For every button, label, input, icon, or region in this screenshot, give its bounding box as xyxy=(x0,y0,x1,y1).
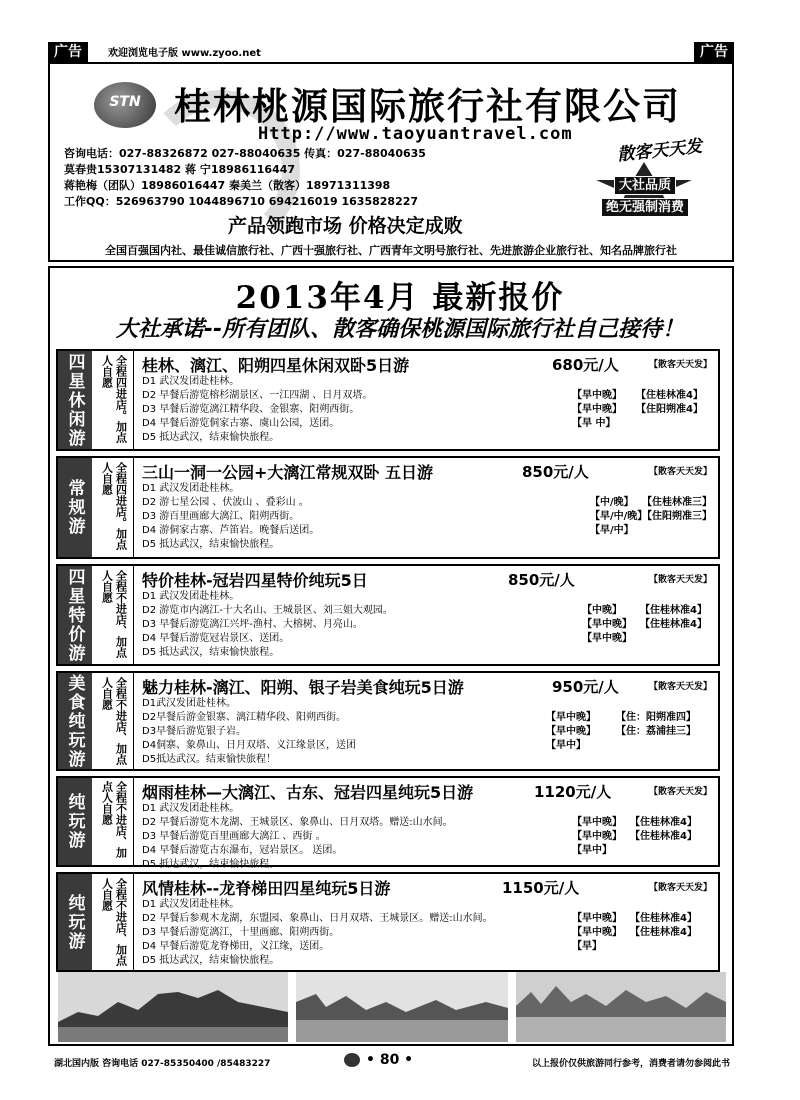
itinerary-meals: 【早】 xyxy=(572,941,602,952)
tour-content xyxy=(142,780,712,870)
itinerary-meals: 【早中晚】 xyxy=(572,390,622,401)
tour-category: 四星特价游 xyxy=(58,566,92,664)
itinerary-day xyxy=(142,697,712,710)
itinerary-hotel: 【住桂林准4】 xyxy=(630,817,697,828)
company-header xyxy=(48,62,734,262)
tour-title: 特价桂林-冠岩四星特价纯玩5日 xyxy=(142,571,368,590)
itinerary-day xyxy=(142,524,712,537)
itinerary-hotel: 【住桂林准4】 xyxy=(640,619,707,630)
itinerary-text: D2 早餐后游览榕杉湖景区、一江四湖 、日月双塔。 xyxy=(142,390,373,401)
itinerary-text: D1 武汉发团赴桂林。 xyxy=(142,803,240,814)
slogan: 产品领跑市场 价格决定成败 xyxy=(228,215,463,237)
itinerary-hotel: 【住：阳朔准四】 xyxy=(616,712,696,723)
tour-departure: 【散客天天发】 xyxy=(648,467,712,477)
itinerary-day xyxy=(142,510,712,523)
itinerary-text: D3 游百里画廊大漓江、阳朔西街。 xyxy=(142,511,300,522)
company-name: 桂林桃源国际旅行社有限公司 xyxy=(174,85,681,128)
tour-price: 680元/人 xyxy=(552,356,619,374)
itinerary-text: D5 抵达武汉，结束愉快旅程。 xyxy=(142,539,280,550)
tour-note-text: 全程四进店。加点人自愿 xyxy=(100,354,128,443)
itinerary-day xyxy=(142,802,712,815)
itinerary-text: D4 早餐后游览龙脊梯田，义江缘，送团。 xyxy=(142,941,330,952)
tour-title: 魅力桂林-漓江、阳朔、银子岩美食纯玩5日游 xyxy=(142,678,464,697)
tour-content xyxy=(142,460,712,555)
tour-title: 桂林、漓江、阳朔四星休闲双卧5日游 xyxy=(142,356,410,375)
itinerary-hotel: 【住桂林准4】 xyxy=(640,605,707,616)
promise-line: 大社承诺--所有团队、散客确保桃源国际旅行社自己接待！ xyxy=(115,317,685,342)
footer xyxy=(48,1052,734,1072)
itinerary-text: D1 武汉发团赴桂林。 xyxy=(142,899,240,910)
itinerary-day xyxy=(142,739,712,752)
itinerary-meals: 【早中晚】 xyxy=(572,404,622,415)
itinerary-text: D2 早餐后游览木龙湖、王城景区、象鼻山、日月双塔。赠送:山水间。 xyxy=(142,817,453,828)
itinerary-meals: 【早中】 xyxy=(572,845,612,856)
tour-shopping-note xyxy=(94,458,134,557)
tour-category: 美食纯玩游 xyxy=(58,673,92,769)
itinerary-meals: 【中/晚】 xyxy=(590,497,634,508)
badge-line2: 绝无强制消费 xyxy=(601,198,689,217)
itinerary-meals: 【早中晚】 xyxy=(572,817,622,828)
itinerary-day xyxy=(142,389,712,402)
itinerary-meals: 【早/中/晚】 xyxy=(590,511,648,522)
itinerary-day xyxy=(142,618,712,631)
itinerary-text: D4 早餐后游览古东瀑布，冠岩景区。 送团。 xyxy=(142,845,343,856)
itinerary-meals: 【中晚】 xyxy=(582,605,622,616)
tour-shopping-note xyxy=(94,673,134,769)
itinerary-meals: 【早中晚】 xyxy=(582,619,632,630)
tour-title: 烟雨桂林—大漓江、古东、冠岩四星纯玩5日游 xyxy=(142,783,474,802)
itinerary-hotel: 【住桂林准4】 xyxy=(630,831,697,842)
itinerary-hotel: 【住桂林准三】 xyxy=(642,497,712,508)
tour-content xyxy=(142,876,712,968)
itinerary-text: D4侗寨、象鼻山、日月双塔、义江缘景区，送团 xyxy=(142,740,357,751)
company-url[interactable]: Http://www.taoyuantravel.com xyxy=(258,124,573,144)
contact-line: 蒋艳梅（团队）18986016447 秦美兰（散客）18971311398 xyxy=(64,179,391,192)
itinerary-text: D3 早餐后游览漓江精华段、金银寨、阳朔西街。 xyxy=(142,404,360,415)
itinerary-text: D2早餐后游金银寨、漓江精华段、阳朔西街。 xyxy=(142,712,347,723)
itinerary-text: D5 抵达武汉，结束愉快旅程。 xyxy=(142,432,280,443)
tour-departure: 【散客天天发】 xyxy=(648,682,712,692)
itinerary-text: D5 抵达武汉，结束愉快旅程。 xyxy=(142,859,280,870)
itinerary-day xyxy=(142,954,712,967)
tour-note-text: 全程四进店。加点人自愿 xyxy=(100,461,128,550)
itinerary-day xyxy=(142,417,712,430)
tour-departure: 【散客天天发】 xyxy=(648,575,712,585)
itinerary-day xyxy=(142,816,712,829)
tour-departure: 【散客天天发】 xyxy=(648,360,712,370)
contact-line: 工作QQ：526963790 1044896710 694216019 1635828227 xyxy=(64,195,419,208)
itinerary-text: D3早餐后游览银子岩。 xyxy=(142,726,247,737)
itinerary-hotel: 【住：荔浦挂三】 xyxy=(616,726,696,737)
itinerary-meals: 【早中晚】 xyxy=(572,927,622,938)
tour-package xyxy=(56,349,720,451)
itinerary-day xyxy=(142,858,712,871)
tour-content xyxy=(142,568,712,662)
top-strip xyxy=(48,42,734,62)
tour-package xyxy=(56,671,720,771)
scenery-photo xyxy=(516,972,726,1042)
itinerary-text: D4 早餐后游览侗家古寨、虞山公园，送团。 xyxy=(142,418,340,429)
stamp-script: 散客天天发 xyxy=(616,136,704,166)
itinerary-hotel: 【住桂林准4】 xyxy=(630,927,697,938)
tour-price: 950元/人 xyxy=(552,678,619,696)
itinerary-hotel: 【住桂林准4】 xyxy=(636,390,703,401)
footer-disclaimer: 以上报价仅供旅游同行参考，消费者请勿参阅此书 xyxy=(531,1059,730,1069)
itinerary-meals: 【早中晚】 xyxy=(572,831,622,842)
quality-badge xyxy=(580,162,710,228)
itinerary-meals: 【早 中】 xyxy=(572,418,616,429)
badge-line1: 大社品质 xyxy=(614,176,676,195)
itinerary-day xyxy=(142,482,712,495)
page-number: • 80 • xyxy=(366,1052,414,1068)
site-note: 欢迎浏览电子版 www.zyoo.net xyxy=(108,48,261,59)
ad-label-left: 广告 xyxy=(48,42,88,62)
tour-content xyxy=(142,353,712,447)
itinerary-text: D3 早餐后游览漓江，十里画廊、阳朔西街。 xyxy=(142,927,340,938)
tour-package xyxy=(56,776,720,870)
itinerary-text: D1武汉发团赴桂林。 xyxy=(142,698,237,709)
itinerary-day xyxy=(142,830,712,843)
itinerary-text: D5 抵达武汉，结束愉快旅程。 xyxy=(142,647,280,658)
itinerary-text: D1 武汉发团赴桂林。 xyxy=(142,376,240,387)
tour-title: 三山一洞一公园+大漓江常规双卧 五日游 xyxy=(142,463,433,482)
itinerary-day xyxy=(142,926,712,939)
tour-category: 纯玩游 xyxy=(58,778,92,865)
tour-shopping-note xyxy=(94,874,134,970)
itinerary-day xyxy=(142,646,712,659)
tour-title: 风情桂林--龙脊梯田四星纯玩5日游 xyxy=(142,879,391,898)
tour-note-text: 全程不进店、加点人自愿 xyxy=(100,781,128,859)
tour-price: 1150元/人 xyxy=(502,879,580,897)
itinerary-hotel: 【住阳朔准三】 xyxy=(642,511,712,522)
itinerary-text: D3 早餐后游览漓江兴坪-渔村、大榕树、月亮山。 xyxy=(142,619,363,630)
tour-note-text: 全程不进店、加点人自愿 xyxy=(100,676,128,765)
itinerary-text: D3 早餐后游览百里画廊大漓江 、西街 。 xyxy=(142,831,326,842)
itinerary-meals: 【早中】 xyxy=(546,740,586,751)
itinerary-day xyxy=(142,604,712,617)
itinerary-meals: 【早中晚】 xyxy=(546,712,596,723)
tour-price: 850元/人 xyxy=(522,463,589,481)
tour-shopping-note xyxy=(94,566,134,664)
page-title: 2013年4月 最新报价 xyxy=(235,280,565,316)
itinerary-day xyxy=(142,538,712,551)
itinerary-meals: 【早中晚】 xyxy=(572,913,622,924)
footer-contact: 湖北国内版 咨询电话 027-85350400 /85483227 xyxy=(54,1059,271,1069)
itinerary-meals: 【早/中】 xyxy=(590,525,634,536)
itinerary-day xyxy=(142,590,712,603)
itinerary-text: D4 早餐后游览冠岩景区、送团。 xyxy=(142,633,290,644)
tour-package xyxy=(56,564,720,666)
itinerary-day xyxy=(142,632,712,645)
tour-content xyxy=(142,675,712,767)
honors-line: 全国百强国内社、最佳诚信旅行社、广西十强旅行社、广西青年文明号旅行社、先进旅游企业旅行社、知名品牌旅行社 xyxy=(105,244,677,257)
itinerary-day xyxy=(142,403,712,416)
page-number-block xyxy=(344,1052,413,1068)
tour-departure: 【散客天天发】 xyxy=(648,787,712,797)
contact-line: 莫春贵15307131482 蒋 宁18986116447 xyxy=(64,163,296,176)
itinerary-text: D2 游七星公园 、伏波山 、叠彩山 。 xyxy=(142,497,309,508)
tour-package xyxy=(56,456,720,559)
publisher-logo-icon xyxy=(344,1053,360,1067)
tour-package xyxy=(56,872,720,972)
itinerary-day xyxy=(142,725,712,738)
tour-shopping-note xyxy=(94,351,134,449)
itinerary-day xyxy=(142,844,712,857)
itinerary-day xyxy=(142,898,712,911)
itinerary-day xyxy=(142,940,712,953)
itinerary-day xyxy=(142,431,712,444)
scenery-photo xyxy=(296,972,508,1042)
itinerary-day xyxy=(142,912,712,925)
itinerary-day xyxy=(142,375,712,388)
itinerary-text: D5 抵达武汉，结束愉快旅程。 xyxy=(142,955,280,966)
tour-note-text: 全程不进店、加点人自愿 xyxy=(100,877,128,966)
tour-category: 四星休闲游 xyxy=(58,351,92,449)
tour-shopping-note xyxy=(94,778,134,865)
itinerary-day xyxy=(142,496,712,509)
ad-label-right: 广告 xyxy=(694,42,734,62)
itinerary-meals: 【早中晚】 xyxy=(582,633,632,644)
scenery-photo xyxy=(58,972,288,1042)
itinerary-text: D2 游览市内漓江-十大名山、王城景区、刘三姐大观园。 xyxy=(142,605,393,616)
itinerary-text: D1 武汉发团赴桂林。 xyxy=(142,591,240,602)
itinerary-hotel: 【住阳朔准4】 xyxy=(636,404,703,415)
itinerary-text: D2 早餐后参观木龙湖，东盟园、象鼻山、日月双塔、王城景区。赠送:山水间。 xyxy=(142,913,493,924)
tour-category: 常规游 xyxy=(58,458,92,557)
itinerary-text: D5抵达武汉。结束愉快旅程！ xyxy=(142,754,277,765)
tour-departure: 【散客天天发】 xyxy=(648,883,712,893)
contact-info xyxy=(64,146,426,210)
logo-text: STN xyxy=(109,94,141,110)
itinerary-hotel: 【住桂林准4】 xyxy=(630,913,697,924)
company-logo-icon xyxy=(94,82,156,128)
tour-price: 850元/人 xyxy=(508,571,575,589)
itinerary-meals: 【早中晚】 xyxy=(546,726,596,737)
contact-line: 咨询电话：027-88326872 027-88040635 传真：027-88040635 xyxy=(64,147,426,160)
tour-category: 纯玩游 xyxy=(58,874,92,970)
itinerary-text: D4 游侗家古寨、芦笛岩。晚餐后送团。 xyxy=(142,525,320,536)
tour-price: 1120元/人 xyxy=(534,783,612,801)
itinerary-day xyxy=(142,711,712,724)
itinerary-day xyxy=(142,753,712,766)
tour-note-text: 全程不进店、加点人自愿 xyxy=(100,569,128,658)
scenery-photos xyxy=(58,972,726,1042)
itinerary-text: D1 武汉发团赴桂林。 xyxy=(142,483,240,494)
